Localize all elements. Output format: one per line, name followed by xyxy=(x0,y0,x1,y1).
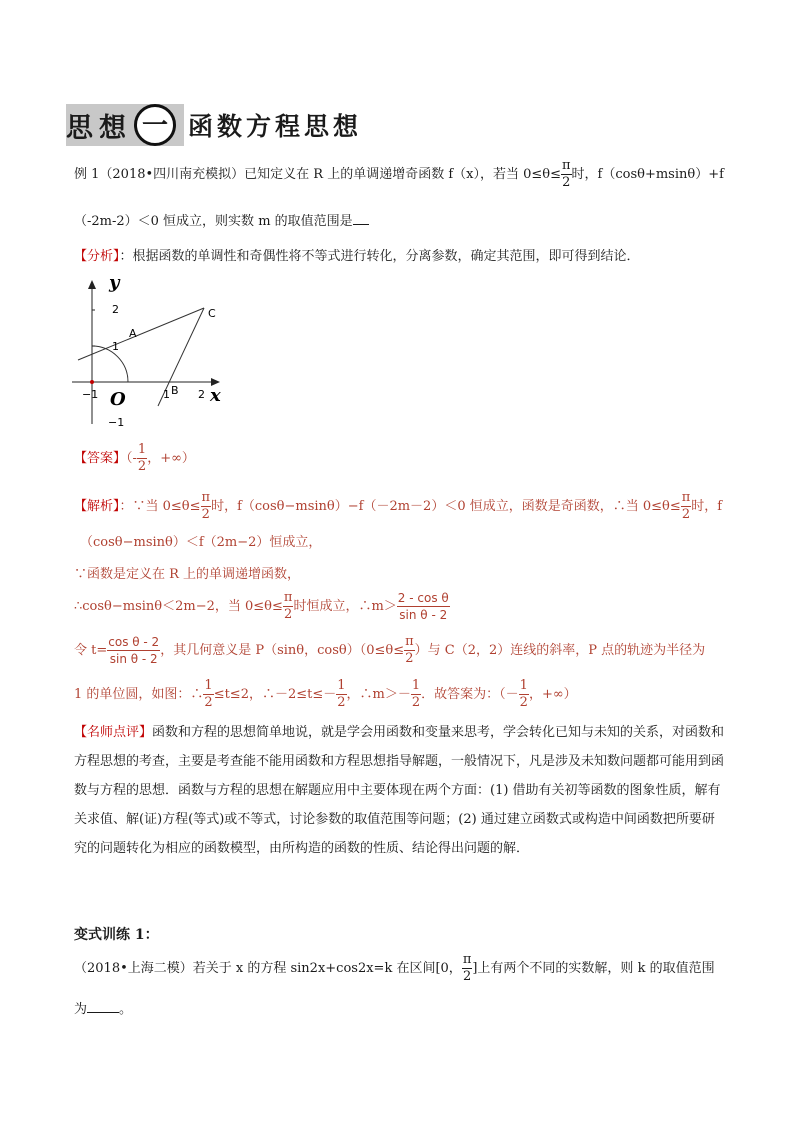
title-left: 思想 xyxy=(66,112,132,144)
fraction-half xyxy=(411,678,421,711)
x-label: x xyxy=(210,385,221,406)
fraction-m-bound xyxy=(397,590,450,623)
fraction-pi-over-2 xyxy=(681,490,692,523)
fraction-pi-over-2 xyxy=(404,634,415,667)
point-label-b: B xyxy=(171,384,179,397)
tick-label-ym1: −1 xyxy=(108,416,125,429)
fraction-half xyxy=(203,678,213,711)
frac-den: 2 xyxy=(405,651,414,666)
frac-num: 1 xyxy=(137,442,147,457)
solution-l1-a: ：∵当 0≤θ≤ xyxy=(119,499,201,514)
frac-den: sin θ - 2 xyxy=(399,608,448,622)
tick-label-y1: 1 xyxy=(112,340,119,353)
title-right: 函数方程思想 xyxy=(188,112,363,141)
solution-line-2: （cosθ−msinθ）＜f（2m−2）恒成立， xyxy=(80,535,322,550)
frac-den: 2 xyxy=(337,695,346,710)
origin-dot xyxy=(90,380,94,384)
solution-l4-b: 时恒成立，∴m＞ xyxy=(293,599,397,614)
tick-label-x2: 2 xyxy=(198,388,205,401)
exercise-l1-a: （2018•上海二模）若关于 x 的方程 sin2x+cos2x=k 在区间[0， xyxy=(74,961,462,976)
fraction-half xyxy=(519,678,529,711)
tick-label-x1: 1 xyxy=(163,388,170,401)
frac-num: 1 xyxy=(337,678,346,693)
answer-fraction xyxy=(137,442,147,475)
exercise-line-2 xyxy=(74,1000,132,1019)
tick-label-y2: 2 xyxy=(112,303,119,316)
exercise-answer-blank xyxy=(87,1000,119,1013)
frac-num: π xyxy=(201,490,211,505)
frac-num: π xyxy=(405,634,414,649)
analysis-line xyxy=(74,248,640,266)
solution-l6-b: ≤t≤2，∴－2≤t≤－ xyxy=(213,687,337,702)
frac-den: 2 xyxy=(681,507,691,522)
frac-num: 1 xyxy=(411,678,421,693)
frac-den: 2 xyxy=(284,607,293,622)
frac-den: 2 xyxy=(201,507,210,522)
title-circle-text: 一 xyxy=(141,110,168,141)
exercise-l2-b: 。 xyxy=(119,1002,133,1017)
analysis-text: ：根据函数的单调性和奇偶性将不等式进行转化，分离参数，确定其范围，即可得到结论． xyxy=(119,249,640,264)
answer-blank xyxy=(353,212,369,225)
frac-num: π xyxy=(462,952,472,967)
exercise-heading: 变式训练 1： xyxy=(74,927,159,943)
frac-num: π xyxy=(562,158,571,173)
frac-den: 2 xyxy=(411,695,421,710)
fraction-t xyxy=(107,634,160,667)
example-line-1-b: 时，f（cosθ+msinθ）+f xyxy=(571,167,724,182)
frac-num: 2 - cos θ xyxy=(397,591,449,605)
example-line-1 xyxy=(74,158,724,191)
analysis-tag: 【分析】 xyxy=(74,249,120,264)
y-axis-arrow xyxy=(88,280,96,289)
frac-den: 2 xyxy=(137,459,147,474)
fraction-half xyxy=(336,678,346,711)
solution-l5-b: ，其几何意义是 P（sinθ，cosθ）（0≤θ≤ xyxy=(160,643,405,658)
frac-num: 1 xyxy=(204,678,213,693)
title-circle-badge xyxy=(134,104,176,146)
solution-l5-c: ）与 C（2，2）连线的斜率，P 点的轨迹为半径为 xyxy=(414,643,706,658)
tick-label-xm1: −1 xyxy=(82,388,99,401)
expert-comment xyxy=(74,718,726,863)
exercise-l1-b: ]上有两个不同的实数解，则 k 的取值范围 xyxy=(472,961,715,976)
answer-line xyxy=(74,442,195,475)
solution-tag: 【解析】 xyxy=(74,499,120,514)
fraction-pi-over-2 xyxy=(462,952,473,985)
solution-line-1 xyxy=(74,490,722,523)
origin-label: O xyxy=(110,389,126,410)
frac-den: 2 xyxy=(562,175,571,190)
point-label-a: A xyxy=(129,327,137,340)
frac-den: 2 xyxy=(462,969,472,984)
frac-num: π xyxy=(283,590,293,605)
frac-num: cos θ - 2 xyxy=(108,635,160,649)
solution-line-4 xyxy=(74,590,450,623)
answer-tag: 【答案】 xyxy=(74,451,127,466)
frac-den: sin θ - 2 xyxy=(109,652,158,666)
unit-circle-figure xyxy=(68,270,228,430)
example-line-2-text: （-2m-2）＜0 恒成立，则实数 m 的取值范围是 xyxy=(74,214,353,229)
frac-num: 1 xyxy=(519,678,528,693)
solution-line-6 xyxy=(74,678,577,711)
solution-line-3: ∵函数是定义在 R 上的单调递增函数， xyxy=(74,567,301,582)
solution-l6-e: ，+∞） xyxy=(528,687,577,702)
point-label-c: C xyxy=(208,307,216,320)
frac-den: 2 xyxy=(519,695,528,710)
fraction-pi-over-2 xyxy=(201,490,212,523)
solution-l6-a: 1 的单位圆，如图：∴ xyxy=(74,687,204,702)
solution-l6-c: ，∴m＞－ xyxy=(346,687,411,702)
section-title xyxy=(66,104,362,146)
frac-den: 2 xyxy=(204,695,213,710)
unit-arc xyxy=(92,346,128,382)
answer-open: （- xyxy=(126,451,137,466)
solution-l1-b: 时，f（cosθ−msinθ）−f（－2m－2）＜0 恒成立，函数是奇函数，∴当 0≤θ≤ xyxy=(211,499,681,514)
fraction-pi-over-2 xyxy=(283,590,294,623)
exercise-l2-a: 为 xyxy=(74,1002,88,1017)
exercise-line-1 xyxy=(74,952,715,985)
comment-tag: 【名师点评】 xyxy=(74,725,153,740)
comment-text: 函数和方程的思想简单地说，就是学会用函数和变量来思考，学会转化已知与未知的关系，对函数和方程思想的考查，主要是考查能不能用函数和方程思想指导解题，一般情况下，凡是涉及未知数问题都可能用到函数与方程的思想．函数与方程的思想在解题应用中主要体现在两个方面：(1) 借助有关初等函数的图象性质，解有关求值、解(证)方程(等式)或不等式，讨论参数的取值范围等问题；(2) 通过建立函数式或构造中间函数把所要研究的问题转化为相应的函数模型，由所构造的函数的性质、结论得出问题的解． xyxy=(74,725,725,856)
solution-l4-a: ∴cosθ−msinθ＜2m−2，当 0≤θ≤ xyxy=(74,599,283,614)
solution-l5-a: 令 t= xyxy=(74,643,108,658)
solution-line-5 xyxy=(74,634,705,667)
solution-l1-c: 时，f xyxy=(691,499,723,514)
answer-rest: ，+∞） xyxy=(147,451,195,466)
frac-num: π xyxy=(681,490,691,505)
solution-l6-d: ．故答案为：（－ xyxy=(421,687,519,702)
y-label: y xyxy=(109,272,120,293)
example-line-1-a: 例 1（2018•四川南充模拟）已知定义在 R 上的单调递增奇函数 f（x），若当 0≤θ≤ xyxy=(74,167,561,182)
line-ac xyxy=(78,308,204,360)
fraction-pi-over-2 xyxy=(561,158,572,191)
example-line-2 xyxy=(74,212,369,231)
